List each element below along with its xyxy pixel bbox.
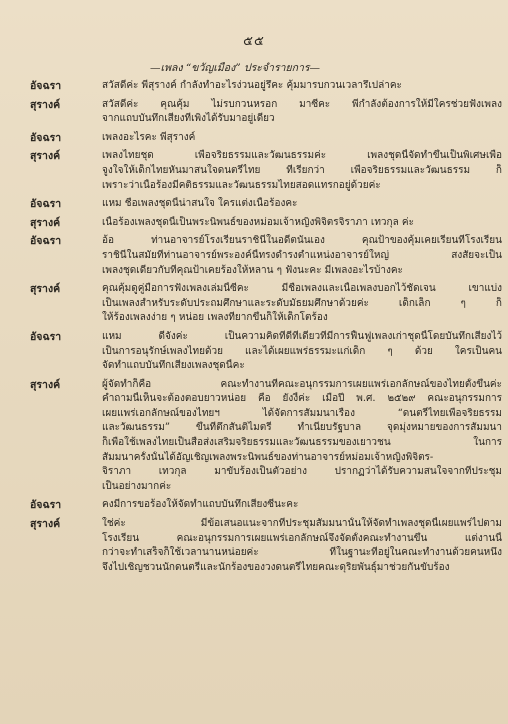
speech-line: สวัสดีค่ะ พี่สุรางค์ กำลังทำอะไรง่วนอยู่รึคะ คุ้มมารบกวนเวลารึเปล่าคะ [102, 80, 402, 91]
speech-text [102, 197, 502, 212]
speaker-name: สุรางค์ [30, 378, 61, 391]
dialogue-entry [0, 79, 508, 94]
speech-line: อ้อ ท่านอาจารย์โรงเรียนราชินีในอดีตนั่นเอง คุณป้าของคุ้มเคยเรียนที่โรงเรียน [102, 235, 502, 247]
speech-line: สัมมนาครั้งนั้นได้อัญเชิญเพลงพระนิพนธ์ของท่านอาจารย์หม่อมเจ้าหญิงพิจิตร- [102, 451, 434, 463]
speaker-name: สุรางค์ [30, 518, 61, 531]
speech-line: เป็นอย่างมากค่ะ [102, 480, 172, 492]
speech-line: และวัฒนธรรม” ขึ้นที่ตึกสันติไมตรี ทำเนียบรัฐบาล จุดมุ่งหมายของการสัมมนา [102, 422, 502, 434]
speech-text [102, 282, 502, 326]
speech-text [102, 131, 502, 146]
speech-line: ผู้จัดทำก็คือ คณะทำงานที่คณะอนุกรรมการเผยแพร่เอกลักษณ์ของไทยตั้งขึ้นค่ะ [102, 378, 502, 390]
speaker-name: อัจฉรา [30, 198, 62, 211]
speech-line: จึงไปเชิญชวนนักดนตรีและนักร้องของวงดนตรีไทยคณะดุริยพันธุ์มาช่วยกันขับร้อง [102, 561, 450, 573]
speech-line: แหม ดีจังค่ะ เป็นความคิดที่ดีทีเดียวที่มีการฟื้นฟูเพลงเก่าชุดนี้โดยบันทึกเสียงไว้ [102, 330, 502, 342]
speech-line: คงมีการขอร้องให้จัดทำแถบบันทึกเสียงซีนะคะ [102, 499, 299, 511]
dialogue-entry [0, 498, 508, 513]
speaker-name: อัจฉรา [30, 80, 62, 92]
speech-line: จูงใจให้เด็กไทยหันมาสนใจดนตรีไทย ที่เรียกว่า เพื่อจริยธรรมและวัฒนธรรม ก็ [102, 164, 502, 176]
speech-text [102, 98, 502, 127]
dialogue-entry [0, 330, 508, 374]
section-heading: —เพลง “ขวัญเมือง” ประจำรายการ— [150, 62, 321, 74]
speech-line: กว่าจะทำเสร็จก็ใช้เวลานานหน่อยค่ะ ที่ในฐานะที่อยู่ในคณะทำงานด้วยคนหนึ่ง [102, 547, 502, 559]
dialogue-entry [0, 234, 508, 278]
dialogue-entry [0, 98, 508, 127]
dialogue [0, 79, 508, 579]
speech-text [102, 149, 502, 193]
page-number: ๕๕ [243, 34, 265, 49]
speech-line: ใช่ค่ะ มีข้อเสนอแนะจากที่ประชุมสัมมนานั้นให้จัดทำเพลงชุดนี้เผยแพร่ไปตาม [102, 518, 502, 530]
speech-text [102, 234, 502, 278]
speech-line: คุณคุ้มดูคู่มือการฟังเพลงเล่มนี้ซีคะ มีชื่อเพลงและเนื้อเพลงบอกไว้ชัดเจน เขาแบ่ง [102, 283, 502, 295]
dialogue-entry [0, 197, 508, 212]
speech-line: จิราภา เทวกุล มาขับร้องเป็นตัวอย่าง ปรากฏว่าได้รับความสนใจจากที่ประชุม [102, 466, 502, 478]
speech-line: โรงเรียน คณะอนุกรรมการเผยแพร่เอกลักษณ์จึงจัดตั้งคณะทำงานขึ้น แต่งานนี้ [102, 532, 502, 544]
speaker-name: สุรางค์ [30, 216, 61, 229]
speaker-name: อัจฉรา [30, 499, 62, 512]
dialogue-entry [0, 149, 508, 193]
speech-line: จากแถบบันทึกเสียงที่เพิ่งได้รับมาอยู่เดียว [102, 113, 275, 125]
dialogue-entry [0, 131, 508, 146]
speaker-name: สุรางค์ [30, 98, 61, 111]
speech-line: เผยแพร่เอกลักษณ์ของไทยฯ ได้จัดการสัมมนาเรื่อง “ดนตรีไทยเพื่อจริยธรรม [102, 407, 502, 419]
speech-text [102, 378, 502, 495]
speech-text [102, 216, 502, 231]
speech-line: เพราะว่าเนื้อร้องมีคติธรรมและวัฒนธรรมไทยสอดแทรกอยู่ด้วยค่ะ [102, 179, 381, 191]
speech-line: ก็เพื่อใช้เพลงไทยเป็นสื่อส่งเสริมจริยธรรมและวัฒนธรรมของเยาวชน ในการ [102, 437, 502, 449]
speech-text [102, 498, 502, 513]
speech-line: แหม ชื่อเพลงชุดนี้น่าสนใจ ใครแต่งเนื้อร้องคะ [102, 198, 298, 210]
speaker-name: อัจฉรา [30, 131, 62, 144]
speech-line: สวัสดีค่ะ คุณคุ้ม ไม่รบกวนหรอก มาซีคะ พี่กำลังต้องการให้มีใครช่วยฟังเพลง [102, 98, 502, 110]
dialogue-entry [0, 517, 508, 575]
speaker-name: อัจฉรา [30, 235, 62, 248]
speech-line: ราชินีในสมัยที่ท่านอาจารย์พระองค์นี้ทรงดำรงตำแหน่งอาจารย์ใหญ่ สงสัยจะเป็น [102, 249, 502, 261]
speech-line: เป็นการอนุรักษ์เพลงไทยด้วย และได้เผยแพร่ธรรมะแก่เด็ก ๆ ด้วย ใครเป็นคน [102, 345, 502, 357]
speech-line: เพลงไทยชุด เพื่อจริยธรรมและวัฒนธรรมค่ะ เพลงชุดนี้จัดทำขึ้นเป็นพิเศษเพื่อ [102, 150, 502, 162]
speech-line: เป็นเพลงสำหรับระดับประถมศึกษาและระดับมัธยมศึกษาด้วยค่ะ เด็กเล็ก ๆ ก็ [102, 297, 502, 309]
speech-text [102, 330, 502, 374]
dialogue-entry [0, 282, 508, 326]
dialogue-entry [0, 378, 508, 495]
speech-line: เนื้อร้องเพลงชุดนี้เป็นพระนิพนธ์ของหม่อมเจ้าหญิงพิจิตรจิราภา เทวกุล ค่ะ [102, 216, 414, 228]
speech-line: เพลงชุดเดียวกับที่คุณป้าเคยร้องให้หลาน ๆ ฟังนะคะ มีเพลงอะไรบ้างคะ [102, 264, 403, 276]
speaker-name: สุรางค์ [30, 283, 61, 296]
speech-line: เพลงอะไรคะ พี่สุรางค์ [102, 131, 196, 143]
speaker-name: อัจฉรา [30, 330, 62, 343]
speech-line: คำถามนี้เห็นจะต้องตอบยาวหน่อย คือ ยังงี้ค่ะ เมื่อปี พ.ศ. ๒๕๒๙ คณะอนุกรรมการ [102, 393, 502, 405]
speech-line: ให้ร้องเพลงง่าย ๆ หน่อย เพลงที่ยากขึ้นก็ให้เด็กโตร้อง [102, 312, 328, 324]
dialogue-entry [0, 216, 508, 231]
speech-line: จัดทำแถบบันทึกเสียงเพลงชุดนี้คะ [102, 360, 245, 372]
speaker-name: สุรางค์ [30, 150, 61, 163]
speech-text [102, 517, 502, 575]
speech-text [102, 79, 502, 94]
